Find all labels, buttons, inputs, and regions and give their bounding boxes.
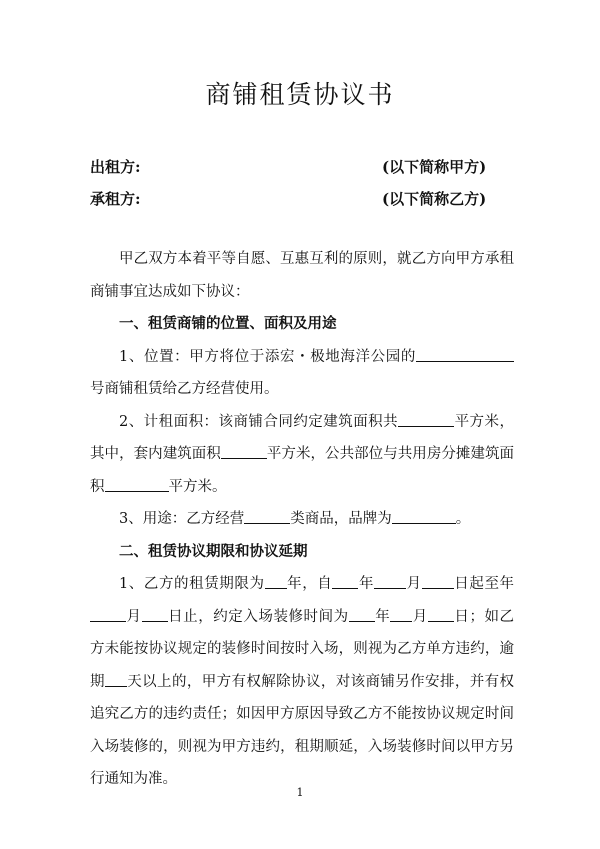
page-number: 1 [296, 786, 304, 799]
blank-field [398, 411, 454, 427]
item2-text-c: 平方米，公共部位与共用房分摊建筑面积 [90, 446, 515, 495]
section1-item2 [90, 406, 514, 504]
term-text: 月 [406, 576, 422, 592]
term-text: 日；如乙方未能按协议规定的装修时间按时入场，则视为乙方单方违约，逾期 [90, 608, 515, 690]
lessor-note: (以下简称甲方) [382, 158, 487, 176]
item2-text-b: 平方米，其中，套内建筑面积 [90, 413, 514, 462]
blank-field [244, 508, 290, 524]
item1-text-b: 号商铺租赁给乙方经营使用。 [90, 381, 279, 397]
item3-text-b: 类商品，品牌为 [290, 511, 392, 527]
term-text: 年 [374, 608, 391, 625]
item3-text-a: 3、用途：乙方经营 [119, 511, 245, 527]
blank-field [390, 606, 412, 622]
item1-text-a: 1、位置：甲方将位于添宏・极地海洋公园的 [119, 348, 416, 365]
section1-item3 [90, 503, 514, 536]
term-text: 日起至年 [453, 576, 515, 592]
lessor-label: 出租方: [90, 158, 141, 176]
blank-field [392, 508, 456, 524]
term-text: 天以上的，甲方有权解除协议，对该商铺另作安排，并有权追究乙方的违约责任；如因甲方原因导致乙方不能按协议规定时间入场装修的，则视为甲方违约，租期顺延，入场装修时间以甲方另行通知为准。 [90, 673, 514, 787]
blank-field [422, 573, 454, 589]
blank-field [142, 606, 168, 622]
term-text: 月 [126, 608, 142, 625]
section2-item1 [90, 568, 514, 796]
item2-text-d: 平方米。 [168, 478, 227, 495]
blank-field [105, 671, 127, 687]
term-text: 年，自 [286, 576, 333, 592]
blank-field [265, 573, 287, 589]
blank-field [374, 573, 406, 589]
term-text: 日止，约定入场装修时间为 [167, 608, 349, 625]
item2-text-a: 2、计租面积：该商铺合同约定建筑面积共 [119, 413, 399, 430]
intro-paragraph: 甲乙双方本着平等自愿、互惠互利的原则，就乙方向甲方承租商铺事宜达成如下协议： [90, 251, 514, 300]
section1-heading: 一、租赁商铺的位置、面积及用途 [119, 315, 337, 332]
item3-text-c: 。 [455, 511, 471, 527]
blank-field [90, 606, 126, 622]
blank-field [221, 443, 267, 459]
term-text: 月 [412, 608, 428, 625]
blank-field [428, 606, 454, 622]
term-text: 1、乙方的租赁期限为 [119, 576, 265, 592]
section1-item1 [90, 341, 514, 406]
section2-heading: 二、租赁协议期限和协议延期 [119, 542, 308, 560]
document-body [90, 243, 514, 796]
document-title: 商铺租赁协议书 [205, 80, 395, 109]
blank-field [349, 606, 375, 622]
blank-field [332, 573, 358, 589]
lessee-note: (以下简称乙方) [382, 190, 487, 208]
term-text: 年 [358, 576, 375, 592]
lessee-label: 承租方: [90, 190, 141, 208]
blank-field [416, 346, 514, 362]
blank-field [105, 476, 169, 492]
